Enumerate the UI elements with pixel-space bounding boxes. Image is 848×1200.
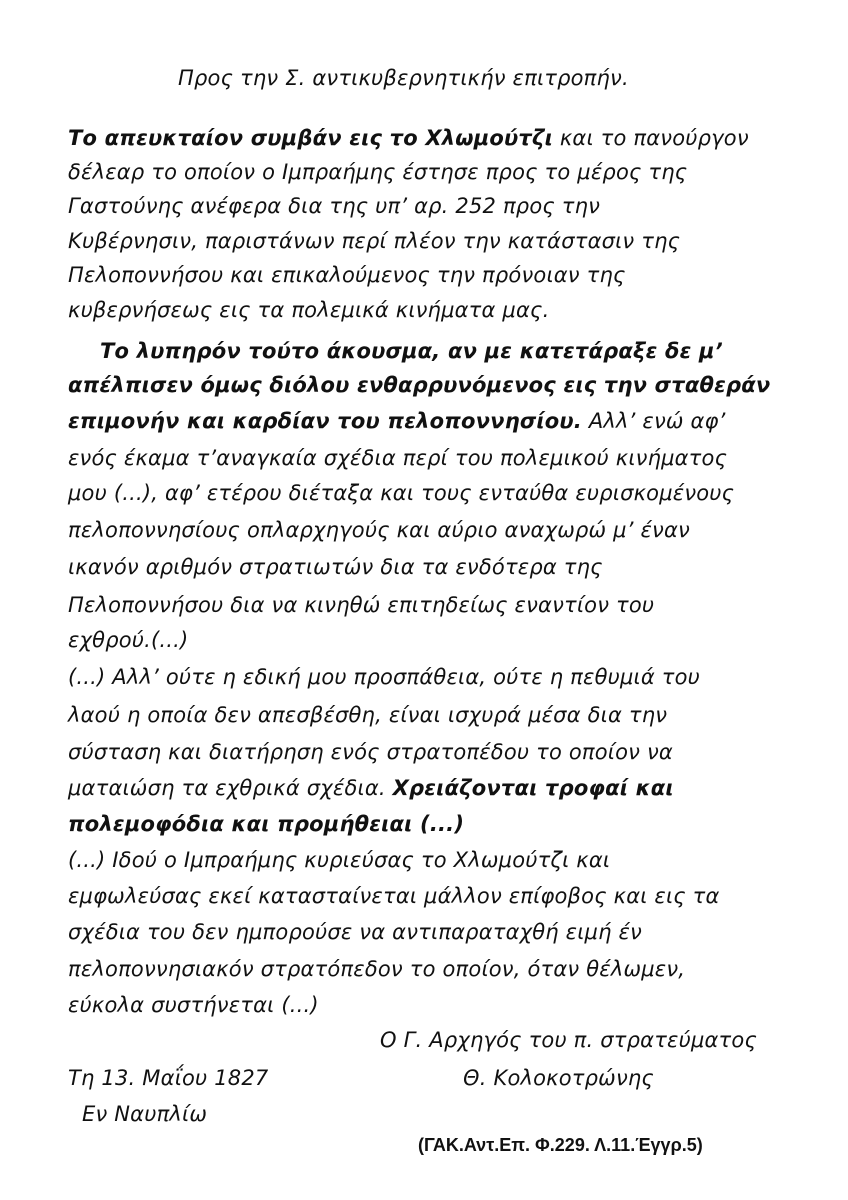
- text-line: δέλεαρ το οποίον ο Ιμπραήμης έστησε προς το μέρος της: [68, 160, 688, 184]
- text-line: σύσταση και διατήρηση ενός στρατοπέδου το οποίον να: [68, 740, 673, 764]
- text-line: (...) Αλλ’ ούτε η εδική μου προσπάθεια, ούτε η πεθυμιά του: [68, 665, 701, 689]
- normal-text: ματαιώση τα εχθρικά σχέδια.: [68, 776, 393, 800]
- bold-text: Το απευκταίον συμβάν εις το Χλωμούτζι: [68, 126, 553, 150]
- text-line: ενός έκαμα τ’αναγκαία σχέδια περί του πολεμικού κινήματος: [68, 446, 728, 470]
- bold-text: Χρειάζονται τροφαί και: [392, 776, 674, 800]
- text-line: πολεμοφόδια και προμήθειαι (...): [68, 812, 465, 836]
- date-line: Τη 13. Μαΐου 1827: [68, 1066, 269, 1090]
- signatory-name: Θ. Κολοκοτρώνης: [463, 1066, 654, 1090]
- text-line: Πελοποννήσου και επικαλούμενος την πρόνοιαν της: [68, 263, 626, 287]
- text-line: Πελοποννήσου δια να κινηθώ επιτηδείως εναντίον του: [68, 593, 655, 617]
- normal-text: και το πανούργον: [552, 126, 749, 150]
- text-line: [68, 126, 749, 150]
- text-line: απέλπισεν όμως διόλου ενθαρρυνόμενος εις την σταθεράν: [68, 373, 771, 397]
- text-line: [68, 776, 674, 800]
- normal-text: Αλλ’ ενώ αφ’: [581, 409, 726, 433]
- text-line: πελοποννησιακόν στρατόπεδον το οποίον, όταν θέλωμεν,: [68, 957, 686, 981]
- text-line: μου (...), αφ’ ετέρου διέταξα και τους ενταύθα ευρισκομένους: [68, 481, 735, 505]
- text-line: [68, 409, 726, 433]
- text-line: Κυβέρνησιν, παριστάνων περί πλέον την κατάστασιν της: [68, 229, 681, 253]
- text-line: κυβερνήσεως εις τα πολεμικά κινήματα μας.: [68, 298, 550, 322]
- text-line: (...) Ιδού ο Ιμπραήμης κυριεύσας το Χλωμούτζι και: [68, 848, 611, 872]
- bold-text: επιμονήν και καρδίαν του πελοποννησίου.: [68, 409, 582, 433]
- text-line: Το λυπηρόν τούτο άκουσμα, αν με κατετάραξε δε μ’: [100, 339, 723, 363]
- text-line: λαού η οποία δεν απεσβέσθη, είναι ισχυρά μέσα δια την: [68, 703, 668, 727]
- text-line: ικανόν αριθμόν στρατιωτών δια τα ενδότερα της: [68, 555, 603, 579]
- text-line: πελοποννησίους οπλαρχηγούς και αύριο αναχωρώ μ’ έναν: [68, 518, 690, 542]
- archive-reference: (ΓΑΚ.Αντ.Επ. Φ.229. Λ.11.Έγγρ.5): [418, 1135, 703, 1155]
- text-line: εύκολα συστήνεται (...): [68, 993, 319, 1017]
- text-line: εχθρού.(...): [68, 628, 189, 652]
- place-line: Εν Ναυπλίω: [82, 1102, 208, 1126]
- signature-title: Ο Γ. Αρχηγός του π. στρατεύματος: [380, 1028, 757, 1052]
- text-line: εμφωλεύσας εκεί κατασταίνεται μάλλον επίφοβος και εις τα: [68, 884, 720, 908]
- addressee-line: Προς την Σ. αντικυβερνητικήν επιτροπήν.: [178, 66, 629, 90]
- text-line: σχέδια του δεν ημπορούσε να αντιπαραταχθή ειμή έν: [68, 920, 642, 944]
- text-line: Γαστούνης ανέφερα δια της υπ’ αρ. 252 προς την: [68, 194, 601, 218]
